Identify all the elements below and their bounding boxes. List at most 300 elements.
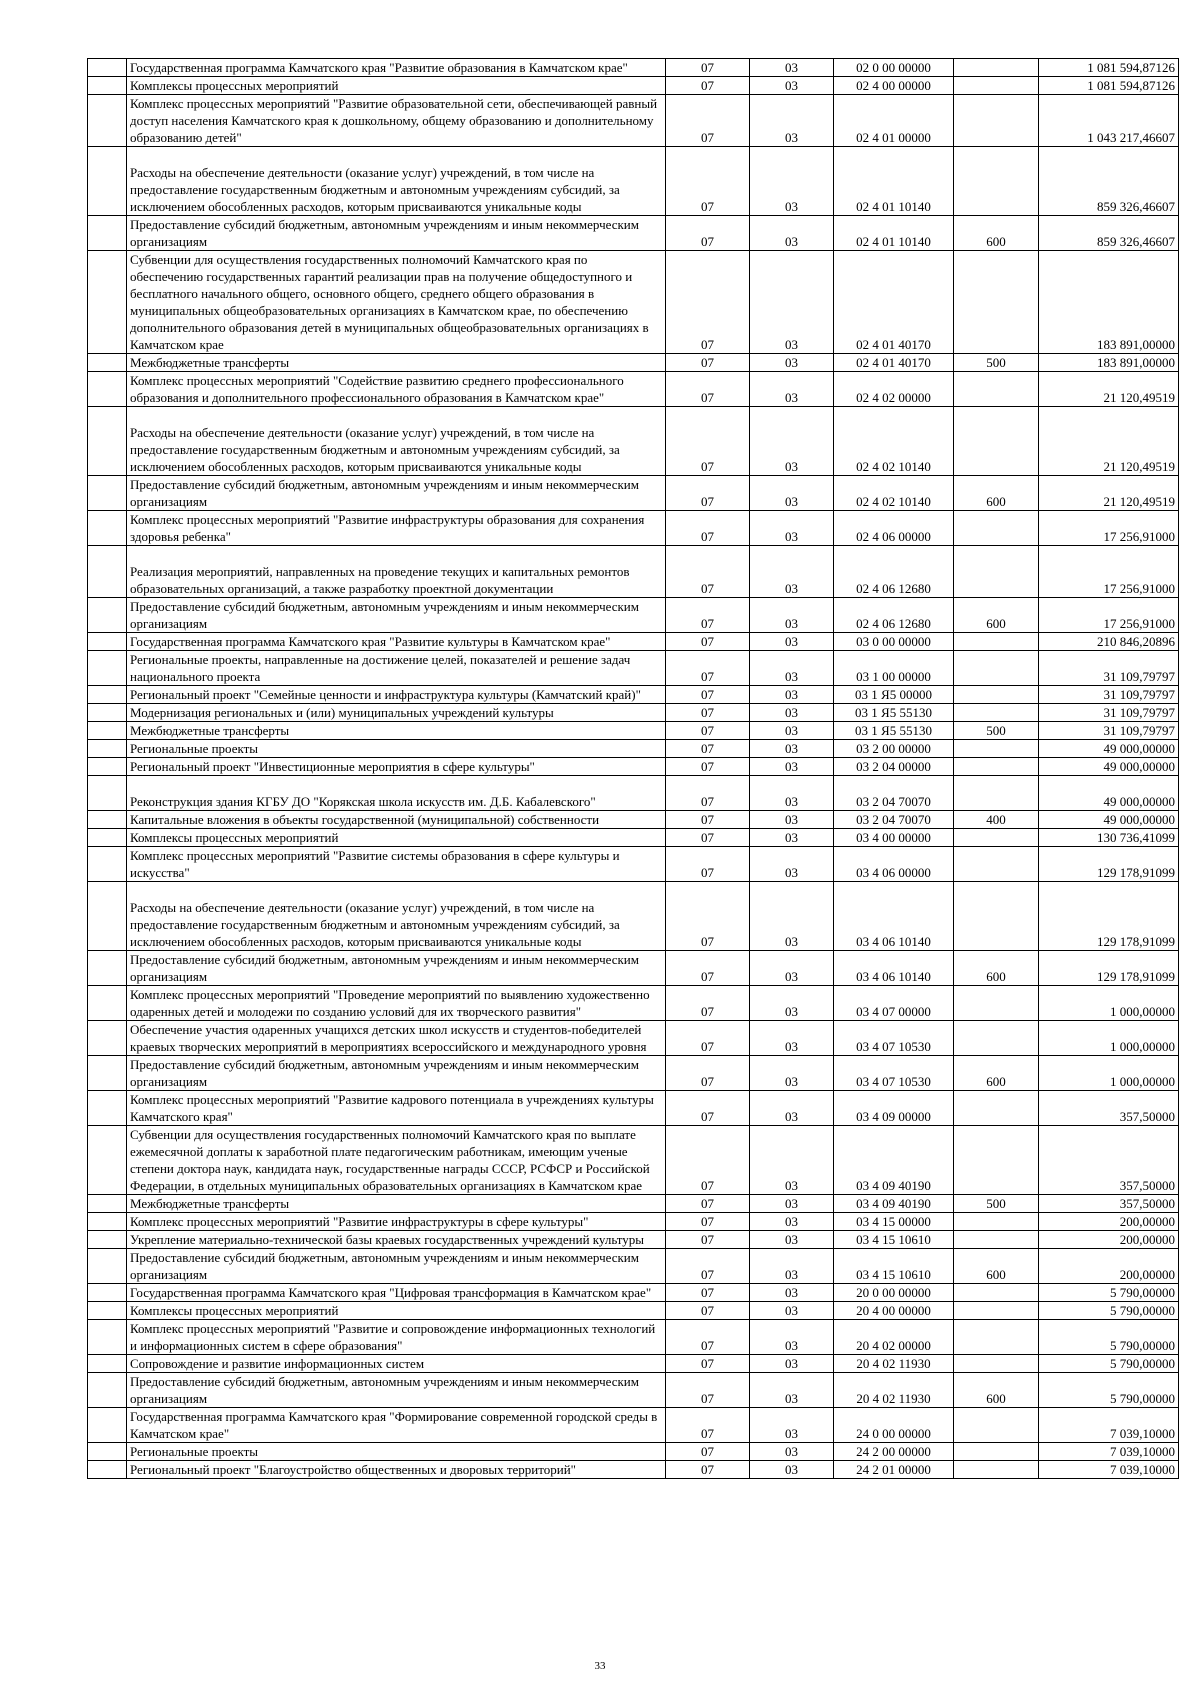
blank-cell — [88, 722, 127, 740]
subsection-code-cell: 03 — [750, 511, 834, 546]
target-article-cell: 02 4 00 00000 — [834, 77, 954, 95]
table-row — [88, 1373, 1179, 1408]
item-name-cell — [127, 686, 666, 704]
expense-type-cell — [954, 1302, 1039, 1320]
target-article-cell: 20 4 02 11930 — [834, 1373, 954, 1408]
item-name-cell — [127, 829, 666, 847]
item-name: Расходы на обеспечение деятельности (оказание услуг) учреждений, в том числе на предоставление государственным бюджетным и автономным учреждениям субсидий, за исключением обособленных расходов, которым присваиваются уникальные коды — [130, 165, 620, 214]
section-code-cell: 07 — [666, 686, 750, 704]
blank-cell — [88, 1408, 127, 1443]
section-code-cell: 07 — [666, 546, 750, 598]
item-name-cell — [127, 354, 666, 372]
table-row — [88, 216, 1179, 251]
table-row — [88, 251, 1179, 354]
target-article-cell: 03 1 00 00000 — [834, 651, 954, 686]
item-name-cell — [127, 1355, 666, 1373]
expense-type-cell: 600 — [954, 476, 1039, 511]
subsection-code-cell: 03 — [750, 633, 834, 651]
expense-type-cell: 600 — [954, 1056, 1039, 1091]
subsection-code-cell: 03 — [750, 882, 834, 951]
amount-cell: 210 846,20896 — [1039, 633, 1179, 651]
section-code-cell: 07 — [666, 77, 750, 95]
table-row — [88, 986, 1179, 1021]
item-name-cell — [127, 1373, 666, 1408]
target-article-cell: 02 4 02 10140 — [834, 476, 954, 511]
subsection-code-cell: 03 — [750, 847, 834, 882]
subsection-code-cell: 03 — [750, 1373, 834, 1408]
section-code-cell: 07 — [666, 216, 750, 251]
item-name: Комплекс процессных мероприятий "Развитие кадрового потенциала в учреждениях культуры Камчатского края" — [130, 1092, 654, 1124]
subsection-code-cell: 03 — [750, 1355, 834, 1373]
item-name-cell — [127, 1284, 666, 1302]
blank-cell — [88, 511, 127, 546]
amount-cell: 183 891,00000 — [1039, 354, 1179, 372]
item-name: Комплекс процессных мероприятий "Развитие инфраструктуры образования для сохранения здоровья ребенка" — [130, 512, 645, 544]
table-row — [88, 59, 1179, 77]
item-name-cell — [127, 476, 666, 511]
expense-type-cell — [954, 1461, 1039, 1479]
item-name: Расходы на обеспечение деятельности (оказание услуг) учреждений, в том числе на предоставление государственным бюджетным и автономным учреждениям субсидий, за исключением обособленных расходов, которым присваиваются уникальные коды — [130, 900, 620, 949]
amount-cell: 129 178,91099 — [1039, 951, 1179, 986]
table-row — [88, 95, 1179, 147]
item-name: Обеспечение участия одаренных учащихся детских школ искусств и студентов-победителей краевых творческих мероприятий в мероприятиях всероссийского и международного уровня — [130, 1022, 647, 1054]
item-name: Комплекс процессных мероприятий "Развитие инфраструктуры в сфере культуры" — [130, 1214, 589, 1229]
item-name-cell — [127, 1213, 666, 1231]
item-name-cell — [127, 59, 666, 77]
blank-cell — [88, 651, 127, 686]
table-row — [88, 704, 1179, 722]
expense-type-cell — [954, 372, 1039, 407]
target-article-cell: 03 2 04 70070 — [834, 776, 954, 811]
blank-cell — [88, 476, 127, 511]
blank-cell — [88, 882, 127, 951]
expense-type-cell — [954, 847, 1039, 882]
target-article-cell: 02 4 01 10140 — [834, 147, 954, 216]
amount-cell: 130 736,41099 — [1039, 829, 1179, 847]
blank-cell — [88, 95, 127, 147]
item-name-cell — [127, 776, 666, 811]
item-name: Комплекс процессных мероприятий "Развитие системы образования в сфере культуры и искусства" — [130, 848, 620, 880]
section-code-cell: 07 — [666, 986, 750, 1021]
item-name: Реализация мероприятий, направленных на проведение текущих и капитальных ремонтов образовательных организаций, а также разработку проектной документации — [130, 564, 630, 596]
table-row — [88, 1231, 1179, 1249]
expense-type-cell — [954, 1284, 1039, 1302]
subsection-code-cell: 03 — [750, 1213, 834, 1231]
table-row — [88, 372, 1179, 407]
subsection-code-cell: 03 — [750, 77, 834, 95]
section-code-cell: 07 — [666, 811, 750, 829]
blank-cell — [88, 1249, 127, 1284]
expense-type-cell: 600 — [954, 1249, 1039, 1284]
expense-type-cell — [954, 77, 1039, 95]
expense-type-cell — [954, 1091, 1039, 1126]
amount-cell: 17 256,91000 — [1039, 511, 1179, 546]
subsection-code-cell: 03 — [750, 372, 834, 407]
item-name-cell — [127, 1408, 666, 1443]
expense-type-cell: 600 — [954, 951, 1039, 986]
blank-cell — [88, 407, 127, 476]
item-name: Предоставление субсидий бюджетным, автономным учреждениям и иным некоммерческим организациям — [130, 599, 639, 631]
blank-cell — [88, 1284, 127, 1302]
section-code-cell: 07 — [666, 1373, 750, 1408]
item-name-cell — [127, 1249, 666, 1284]
table-row — [88, 1284, 1179, 1302]
item-name: Межбюджетные трансферты — [130, 355, 290, 370]
target-article-cell: 03 1 Я5 00000 — [834, 686, 954, 704]
amount-cell: 1 000,00000 — [1039, 986, 1179, 1021]
item-name: Комплексы процессных мероприятий — [130, 830, 339, 845]
subsection-code-cell: 03 — [750, 704, 834, 722]
table-row — [88, 1091, 1179, 1126]
subsection-code-cell: 03 — [750, 651, 834, 686]
target-article-cell: 03 1 Я5 55130 — [834, 704, 954, 722]
section-code-cell: 07 — [666, 1443, 750, 1461]
expense-type-cell — [954, 882, 1039, 951]
subsection-code-cell: 03 — [750, 1056, 834, 1091]
subsection-code-cell: 03 — [750, 598, 834, 633]
target-article-cell: 03 4 06 10140 — [834, 951, 954, 986]
expense-type-cell: 500 — [954, 354, 1039, 372]
target-article-cell: 02 0 00 00000 — [834, 59, 954, 77]
amount-cell: 17 256,91000 — [1039, 546, 1179, 598]
item-name-cell — [127, 1320, 666, 1355]
subsection-code-cell: 03 — [750, 407, 834, 476]
table-row — [88, 1056, 1179, 1091]
blank-cell — [88, 1461, 127, 1479]
blank-cell — [88, 686, 127, 704]
table-row — [88, 511, 1179, 546]
amount-cell: 5 790,00000 — [1039, 1284, 1179, 1302]
section-code-cell: 07 — [666, 740, 750, 758]
amount-cell: 357,50000 — [1039, 1091, 1179, 1126]
section-code-cell: 07 — [666, 59, 750, 77]
subsection-code-cell: 03 — [750, 1443, 834, 1461]
blank-cell — [88, 1021, 127, 1056]
target-article-cell: 03 2 04 00000 — [834, 758, 954, 776]
expense-type-cell — [954, 1355, 1039, 1373]
table-row — [88, 758, 1179, 776]
subsection-code-cell: 03 — [750, 722, 834, 740]
amount-cell: 7 039,10000 — [1039, 1443, 1179, 1461]
subsection-code-cell: 03 — [750, 986, 834, 1021]
expense-type-cell: 600 — [954, 598, 1039, 633]
table-row — [88, 598, 1179, 633]
item-name-cell — [127, 740, 666, 758]
subsection-code-cell: 03 — [750, 354, 834, 372]
item-name-cell — [127, 1461, 666, 1479]
blank-cell — [88, 1056, 127, 1091]
subsection-code-cell: 03 — [750, 216, 834, 251]
amount-cell: 31 109,79797 — [1039, 686, 1179, 704]
subsection-code-cell: 03 — [750, 1302, 834, 1320]
item-name-cell — [127, 847, 666, 882]
blank-cell — [88, 1373, 127, 1408]
item-name-cell — [127, 1056, 666, 1091]
amount-cell: 7 039,10000 — [1039, 1408, 1179, 1443]
item-name: Субвенции для осуществления государственных полномочий Камчатского края по обеспечению государственных гарантий реализации прав на получение общедоступного и бесплатного начального общего, основного общего, среднего общего образования в муниципальных общеобразовательных организациях в Камчатском крае, по обеспечению дополнительного образования детей в муниципальных общеобразовательных организациях в Камчатском крае — [130, 252, 649, 352]
amount-cell: 5 790,00000 — [1039, 1320, 1179, 1355]
section-code-cell: 07 — [666, 847, 750, 882]
target-article-cell: 03 2 04 70070 — [834, 811, 954, 829]
amount-cell: 49 000,00000 — [1039, 758, 1179, 776]
section-code-cell: 07 — [666, 1056, 750, 1091]
item-name: Предоставление субсидий бюджетным, автономным учреждениям и иным некоммерческим организациям — [130, 952, 639, 984]
blank-cell — [88, 633, 127, 651]
item-name: Региональный проект "Инвестиционные мероприятия в сфере культуры" — [130, 759, 535, 774]
expense-type-cell — [954, 776, 1039, 811]
expense-type-cell: 600 — [954, 1373, 1039, 1408]
subsection-code-cell: 03 — [750, 476, 834, 511]
expense-type-cell — [954, 986, 1039, 1021]
item-name-cell — [127, 722, 666, 740]
expense-type-cell — [954, 633, 1039, 651]
item-name-cell — [127, 811, 666, 829]
expense-type-cell: 500 — [954, 1195, 1039, 1213]
target-article-cell: 02 4 06 00000 — [834, 511, 954, 546]
table-row — [88, 633, 1179, 651]
budget-table-body — [88, 59, 1179, 1479]
amount-cell: 357,50000 — [1039, 1126, 1179, 1195]
amount-cell: 200,00000 — [1039, 1249, 1179, 1284]
target-article-cell: 24 2 00 00000 — [834, 1443, 954, 1461]
table-row — [88, 1021, 1179, 1056]
item-name: Региональные проекты — [130, 741, 259, 756]
section-code-cell: 07 — [666, 829, 750, 847]
table-row — [88, 77, 1179, 95]
expense-type-cell — [954, 1231, 1039, 1249]
target-article-cell: 20 0 00 00000 — [834, 1284, 954, 1302]
amount-cell: 859 326,46607 — [1039, 147, 1179, 216]
blank-cell — [88, 740, 127, 758]
item-name: Государственная программа Камчатского края "Развитие образования в Камчатском крае" — [130, 60, 628, 75]
table-row — [88, 1320, 1179, 1355]
table-row — [88, 354, 1179, 372]
target-article-cell: 03 4 00 00000 — [834, 829, 954, 847]
amount-cell: 49 000,00000 — [1039, 776, 1179, 811]
blank-cell — [88, 216, 127, 251]
section-code-cell: 07 — [666, 1213, 750, 1231]
target-article-cell: 02 4 01 10140 — [834, 216, 954, 251]
expense-type-cell — [954, 1126, 1039, 1195]
expense-type-cell — [954, 704, 1039, 722]
target-article-cell: 24 0 00 00000 — [834, 1408, 954, 1443]
expense-type-cell — [954, 1443, 1039, 1461]
item-name: Предоставление субсидий бюджетным, автономным учреждениям и иным некоммерческим организациям — [130, 477, 639, 509]
item-name-cell — [127, 216, 666, 251]
table-row — [88, 1355, 1179, 1373]
section-code-cell: 07 — [666, 1302, 750, 1320]
item-name-cell — [127, 633, 666, 651]
blank-cell — [88, 1443, 127, 1461]
expense-type-cell — [954, 829, 1039, 847]
target-article-cell: 03 0 00 00000 — [834, 633, 954, 651]
target-article-cell: 03 4 09 00000 — [834, 1091, 954, 1126]
target-article-cell: 03 4 15 00000 — [834, 1213, 954, 1231]
target-article-cell: 02 4 01 40170 — [834, 354, 954, 372]
amount-cell: 49 000,00000 — [1039, 811, 1179, 829]
table-row — [88, 951, 1179, 986]
expense-type-cell — [954, 511, 1039, 546]
table-row — [88, 546, 1179, 598]
blank-cell — [88, 354, 127, 372]
table-row — [88, 1443, 1179, 1461]
subsection-code-cell: 03 — [750, 951, 834, 986]
amount-cell: 1 000,00000 — [1039, 1021, 1179, 1056]
section-code-cell: 07 — [666, 704, 750, 722]
amount-cell: 129 178,91099 — [1039, 847, 1179, 882]
target-article-cell: 03 4 06 00000 — [834, 847, 954, 882]
blank-cell — [88, 147, 127, 216]
item-name-cell — [127, 1302, 666, 1320]
section-code-cell: 07 — [666, 1284, 750, 1302]
item-name: Региональные проекты — [130, 1444, 259, 1459]
blank-cell — [88, 77, 127, 95]
table-row — [88, 811, 1179, 829]
item-name-cell — [127, 372, 666, 407]
expense-type-cell — [954, 1213, 1039, 1231]
table-row — [88, 147, 1179, 216]
section-code-cell: 07 — [666, 251, 750, 354]
item-name-cell — [127, 95, 666, 147]
item-name-cell — [127, 758, 666, 776]
expense-type-cell — [954, 1408, 1039, 1443]
amount-cell: 859 326,46607 — [1039, 216, 1179, 251]
blank-cell — [88, 1091, 127, 1126]
item-name: Укрепление материально-технической базы краевых государственных учреждений культуры — [130, 1232, 645, 1247]
item-name: Комплексы процессных мероприятий — [130, 1303, 339, 1318]
section-code-cell: 07 — [666, 633, 750, 651]
target-article-cell: 02 4 02 00000 — [834, 372, 954, 407]
expense-type-cell — [954, 95, 1039, 147]
blank-cell — [88, 847, 127, 882]
expense-type-cell: 600 — [954, 216, 1039, 251]
blank-cell — [88, 1320, 127, 1355]
blank-cell — [88, 1355, 127, 1373]
expense-type-cell — [954, 147, 1039, 216]
subsection-code-cell: 03 — [750, 1195, 834, 1213]
expense-type-cell — [954, 251, 1039, 354]
item-name-cell — [127, 598, 666, 633]
expense-type-cell: 500 — [954, 722, 1039, 740]
subsection-code-cell: 03 — [750, 829, 834, 847]
amount-cell: 1 081 594,87126 — [1039, 59, 1179, 77]
target-article-cell: 02 4 01 40170 — [834, 251, 954, 354]
expense-type-cell — [954, 546, 1039, 598]
expense-type-cell — [954, 651, 1039, 686]
section-code-cell: 07 — [666, 147, 750, 216]
subsection-code-cell: 03 — [750, 1091, 834, 1126]
item-name: Комплекс процессных мероприятий "Развитие и сопровождение информационных технологий и информационных систем в сфере образования" — [130, 1321, 656, 1353]
amount-cell: 5 790,00000 — [1039, 1373, 1179, 1408]
section-code-cell: 07 — [666, 1021, 750, 1056]
subsection-code-cell: 03 — [750, 1284, 834, 1302]
item-name-cell — [127, 1091, 666, 1126]
item-name: Государственная программа Камчатского края "Развитие культуры в Камчатском крае" — [130, 634, 611, 649]
amount-cell: 1 000,00000 — [1039, 1056, 1179, 1091]
amount-cell: 183 891,00000 — [1039, 251, 1179, 354]
item-name-cell — [127, 251, 666, 354]
item-name-cell — [127, 704, 666, 722]
target-article-cell: 03 4 09 40190 — [834, 1126, 954, 1195]
item-name-cell — [127, 651, 666, 686]
section-code-cell: 07 — [666, 598, 750, 633]
item-name-cell — [127, 1126, 666, 1195]
table-row — [88, 1126, 1179, 1195]
table-row — [88, 829, 1179, 847]
table-row — [88, 1213, 1179, 1231]
target-article-cell: 03 4 15 10610 — [834, 1249, 954, 1284]
table-row — [88, 882, 1179, 951]
item-name: Государственная программа Камчатского края "Формирование современной городской среды в Камчатском крае" — [130, 1409, 658, 1441]
blank-cell — [88, 1231, 127, 1249]
section-code-cell: 07 — [666, 476, 750, 511]
table-row — [88, 1461, 1179, 1479]
subsection-code-cell: 03 — [750, 776, 834, 811]
table-row — [88, 722, 1179, 740]
table-row — [88, 1195, 1179, 1213]
item-name-cell — [127, 986, 666, 1021]
table-row — [88, 686, 1179, 704]
item-name: Комплексы процессных мероприятий — [130, 78, 339, 93]
table-row — [88, 407, 1179, 476]
blank-cell — [88, 59, 127, 77]
item-name: Государственная программа Камчатского края "Цифровая трансформация в Камчатском крае" — [130, 1285, 652, 1300]
section-code-cell: 07 — [666, 1195, 750, 1213]
expense-type-cell — [954, 686, 1039, 704]
blank-cell — [88, 829, 127, 847]
item-name: Региональный проект "Благоустройство общественных и дворовых территорий" — [130, 1462, 576, 1477]
expense-type-cell — [954, 407, 1039, 476]
item-name: Модернизация региональных и (или) муниципальных учреждений культуры — [130, 705, 554, 720]
blank-cell — [88, 546, 127, 598]
table-row — [88, 1408, 1179, 1443]
expense-type-cell — [954, 1320, 1039, 1355]
section-code-cell: 07 — [666, 1355, 750, 1373]
budget-document — [87, 58, 1175, 1479]
subsection-code-cell: 03 — [750, 1408, 834, 1443]
expense-type-cell — [954, 1021, 1039, 1056]
budget-table — [87, 58, 1179, 1479]
table-row — [88, 651, 1179, 686]
item-name: Региональный проект "Семейные ценности и инфраструктура культуры (Камчатский край)" — [130, 687, 641, 702]
section-code-cell: 07 — [666, 1461, 750, 1479]
amount-cell: 5 790,00000 — [1039, 1355, 1179, 1373]
subsection-code-cell: 03 — [750, 95, 834, 147]
blank-cell — [88, 704, 127, 722]
amount-cell: 357,50000 — [1039, 1195, 1179, 1213]
target-article-cell: 20 4 00 00000 — [834, 1302, 954, 1320]
blank-cell — [88, 1302, 127, 1320]
item-name: Сопровождение и развитие информационных систем — [130, 1356, 425, 1371]
expense-type-cell — [954, 59, 1039, 77]
blank-cell — [88, 776, 127, 811]
item-name-cell — [127, 147, 666, 216]
amount-cell: 31 109,79797 — [1039, 704, 1179, 722]
item-name: Субвенции для осуществления государственных полномочий Камчатского края по выплате ежемесячной доплаты к заработной плате педагогическим работникам, имеющим ученые степени доктора наук, кандидата наук, государственные награды СССР, РСФСР и Российской Федерации, в отдельных муниципальных образовательных организациях в Камчатском крае — [130, 1127, 650, 1193]
target-article-cell: 02 4 02 10140 — [834, 407, 954, 476]
subsection-code-cell: 03 — [750, 546, 834, 598]
section-code-cell: 07 — [666, 651, 750, 686]
target-article-cell: 02 4 06 12680 — [834, 598, 954, 633]
item-name-cell — [127, 1021, 666, 1056]
section-code-cell: 07 — [666, 951, 750, 986]
amount-cell: 21 120,49519 — [1039, 407, 1179, 476]
item-name-cell — [127, 1443, 666, 1461]
subsection-code-cell: 03 — [750, 740, 834, 758]
section-code-cell: 07 — [666, 95, 750, 147]
target-article-cell: 03 4 06 10140 — [834, 882, 954, 951]
target-article-cell: 03 2 00 00000 — [834, 740, 954, 758]
